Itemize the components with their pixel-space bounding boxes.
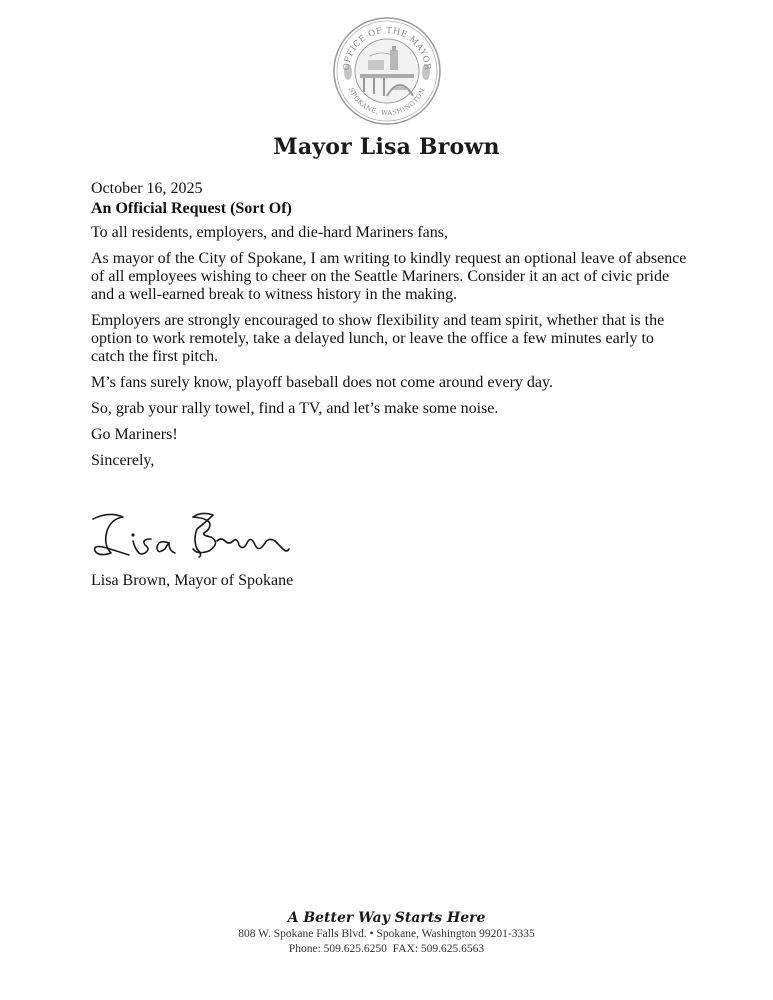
footer-contact: Phone: 509.625.6250 FAX: 509.625.6563	[288, 943, 485, 955]
letter-date: October 16, 2025	[91, 180, 203, 197]
footer-address: 808 W. Spokane Falls Blvd. • Spokane, Washington 99201-3335	[238, 928, 535, 940]
letter-closing: Sincerely,	[91, 452, 155, 469]
letter-paragraph: M’s fans surely know, playoff baseball does not come around every day.	[91, 374, 553, 391]
letter-subject: An Official Request (Sort Of)	[91, 200, 292, 217]
office-of-the-mayor-seal-icon	[332, 16, 442, 126]
signer-name-title: Lisa Brown, Mayor of Spokane	[91, 572, 294, 589]
letterhead-footer	[0, 909, 773, 957]
letter-salutation: To all residents, employers, and die-hard Mariners fans,	[91, 224, 448, 241]
letter-paragraph: So, grab your rally towel, find a TV, and let’s make some noise.	[91, 400, 499, 417]
seal-bottom-text: SPOKANE, WASHINGTON	[347, 86, 428, 118]
letter-paragraph: Go Mariners!	[91, 426, 178, 443]
letter-paragraph: Employers are strongly encouraged to show flexibility and team spirit, whether that is the option to work remotely, take a delayed lunch, or leave the office a few minutes early to catch the first pitch.	[91, 312, 665, 365]
letter-body	[91, 180, 691, 478]
letterhead-mayor-name: Mayor Lisa Brown	[273, 134, 500, 160]
letter-paragraph: As mayor of the City of Spokane, I am writing to kindly request an optional leave of absence of all employees wishing to cheer on the Seattle Mariners. Consider it an act of civic pride and a well-earned break to witness history in the making.	[91, 250, 687, 303]
handwritten-signature-icon	[89, 505, 304, 565]
seal-top-text: OFFICE OF THE MAYOR	[341, 25, 433, 71]
footer-tagline: A Better Way Starts Here	[287, 910, 486, 926]
